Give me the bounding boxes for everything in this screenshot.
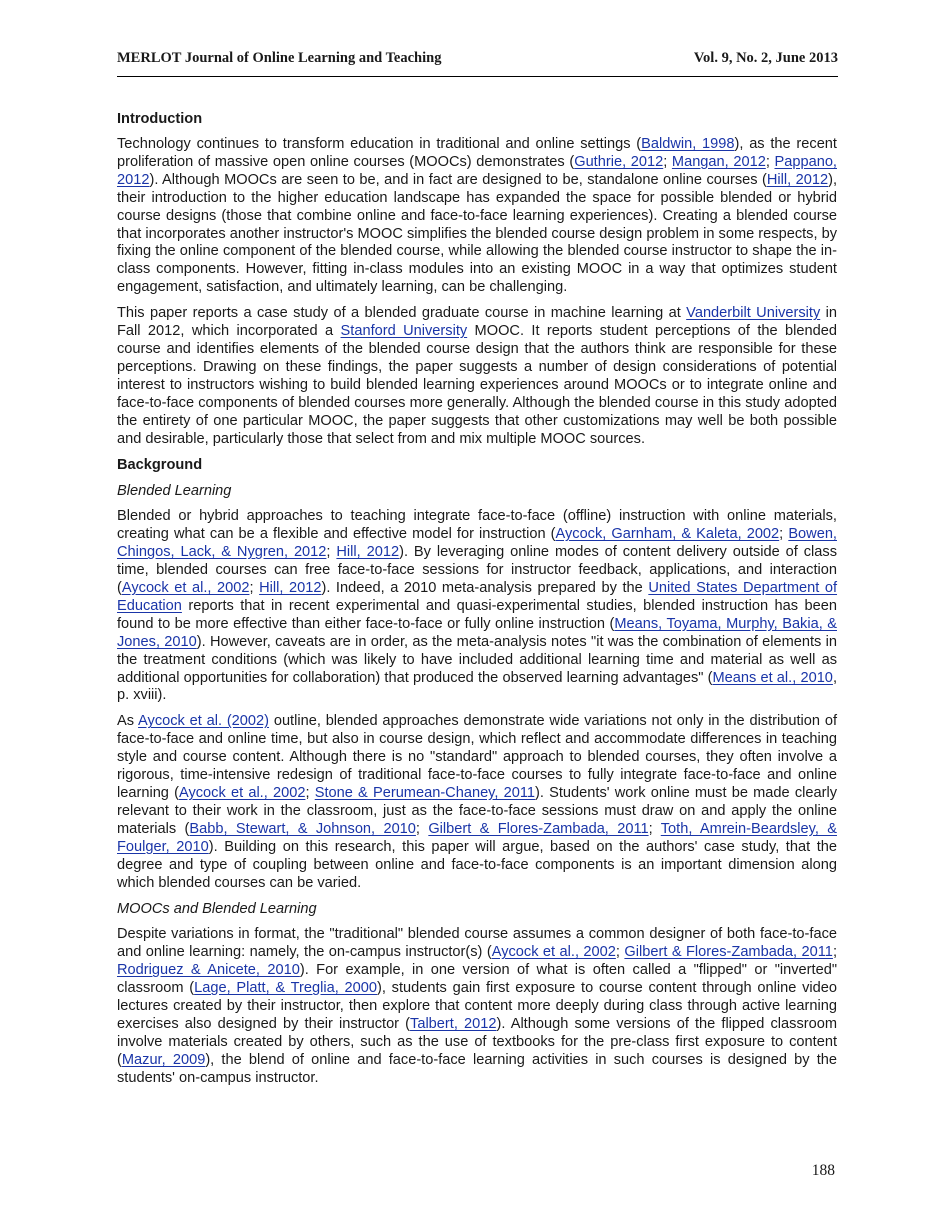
text-run: Despite variations in format, the "traditional" blended course assumes a common designer of both face-to-face and online learning: namely, the on-campus instructor(s) ( — [117, 926, 837, 961]
text-run: ). For example, in one version of what is often called a "flipped" or "inverted" classroom ( — [117, 962, 838, 997]
text-run: ; — [779, 526, 789, 543]
text-run: ; — [326, 544, 337, 561]
citation-link[interactable]: Hill, 2012 — [336, 544, 400, 561]
text-run: Technology continues to transform education in traditional and online settings ( — [117, 136, 642, 152]
text-run: ; — [415, 820, 429, 837]
text-run: ; — [249, 580, 260, 597]
volume-info: Vol. 9, No. 2, June 2013 — [693, 50, 838, 66]
text-run: reports that in recent experimental and quasi-experimental studies, blended instruction has been found to be more effective than either face-to-face or fully online instruction ( — [117, 597, 837, 632]
citation-link[interactable]: United States Department of Education — [117, 580, 838, 614]
text-run: ). By leveraging online modes of content delivery outside of class time, blended courses can free face-to-face sessions for instructor feedback, applications, and interaction ( — [117, 544, 838, 597]
citation-link[interactable]: Rodriguez & Anicete, 2010 — [117, 962, 300, 979]
citation-link[interactable]: Aycock et al., 2002 — [121, 580, 250, 597]
text-run: ). Although some versions of the flipped classroom involve materials created by others, such as the use of textbooks for the pre-class first exposure to content ( — [117, 1015, 838, 1068]
citation-link[interactable]: Means, Toyama, Murphy, Bakia, & Jones, 2010 — [117, 615, 837, 650]
citation-link[interactable]: Pappano, 2012 — [117, 153, 837, 188]
citation-link[interactable]: Stanford University — [340, 323, 468, 340]
text-run: ), as the recent proliferation of massive open online courses (MOOCs) demonstrates ( — [117, 136, 837, 170]
text-run: ; — [663, 153, 672, 170]
text-run: ). Building on this research, this paper will argue, based on the authors' case study, that the degree and type of coupling between online and face-to-face components is an important dimension along which blended courses can be varied. — [117, 838, 837, 891]
citation-link[interactable]: Aycock, Garnham, & Kaleta, 2002 — [555, 526, 780, 543]
paragraph — [117, 136, 837, 297]
paragraph — [117, 305, 837, 448]
text-run: ; — [648, 820, 661, 837]
citation-link[interactable]: Baldwin, 1998 — [641, 136, 735, 152]
subsection-heading-moocs: MOOCs and Blended Learning — [117, 901, 317, 918]
text-run: , p. xviii). — [117, 669, 837, 704]
text-run: ; — [615, 944, 625, 961]
citation-link[interactable]: Guthrie, 2012 — [574, 153, 664, 170]
text-run: in Fall 2012, which incorporated a — [117, 305, 837, 340]
page-number: 188 — [811, 1162, 835, 1179]
citation-link[interactable]: Aycock et al. (2002) — [138, 713, 270, 730]
section-heading-background: Background — [117, 457, 203, 474]
section-heading-introduction: Introduction — [117, 111, 203, 127]
article-body — [117, 110, 837, 1096]
subsection-heading-blended-learning: Blended Learning — [117, 483, 232, 500]
citation-link[interactable]: Aycock et al., 2002 — [491, 944, 616, 961]
text-run: Blended or hybrid approaches to teaching integrate face-to-face (offline) instruction with online materials, creating what can be a flexible and effective model for instruction ( — [117, 508, 837, 543]
text-run: ; — [765, 153, 775, 170]
citation-link[interactable]: Means et al., 2010 — [712, 669, 833, 686]
citation-link[interactable]: Gilbert & Flores-Zambada, 2011 — [428, 820, 649, 837]
running-header — [117, 50, 838, 77]
citation-link[interactable]: Gilbert & Flores-Zambada, 2011 — [624, 944, 833, 961]
text-run: ; — [832, 944, 837, 961]
text-run: ; — [305, 785, 315, 801]
citation-link[interactable]: Talbert, 2012 — [410, 1015, 497, 1032]
citation-link[interactable]: Vanderbilt University — [686, 305, 821, 322]
text-run: ), students gain first exposure to course content through online video lectures created by their instructor, then explore that content more deeply during class through active learning exercises also designed by their instructor ( — [117, 980, 837, 1032]
text-run: ). However, caveats are in order, as the meta-analysis notes "it was the combination of elements in the treatment conditions (which was likely to have included additional learning time and material as well as additional opportunities for collaboration) that produced the observed learning advantages" ( — [117, 633, 837, 686]
citation-link[interactable]: Hill, 2012 — [259, 580, 322, 597]
citation-link[interactable]: Hill, 2012 — [766, 171, 829, 188]
text-run: ), the blend of online and face-to-face learning activities in such courses is designed by the students' on-campus instructor. — [117, 1051, 837, 1086]
citation-link[interactable]: Stone & Perumean-Chaney, 2011 — [314, 785, 536, 801]
text-run: outline, blended approaches demonstrate wide variations not only in the distribution of face-to-face and online time, but also in course design, which reflect and accommodate differences in teaching style and course content. Although there is no "standard" approach to blended courses, they often involve a rigorous, time-intensive redesign of traditional face-to-face courses to fully integrate face-to-face and online learning ( — [117, 713, 838, 801]
paragraph — [117, 926, 837, 1087]
paragraph — [117, 508, 837, 705]
citation-link[interactable]: Toth, Amrein-Beardsley, & Foulger, 2010 — [117, 820, 837, 855]
text-run: As — [117, 713, 139, 730]
citation-link[interactable]: Aycock et al., 2002 — [178, 785, 306, 801]
citation-link[interactable]: Mangan, 2012 — [671, 153, 766, 170]
citation-link[interactable]: Bowen, Chingos, Lack, & Nygren, 2012 — [117, 526, 837, 561]
citation-link[interactable]: Babb, Stewart, & Johnson, 2010 — [189, 820, 416, 837]
text-run: ), their introduction to the higher education landscape has expanded the space for possible blended or hybrid course designs (those that combine online and face-to-face learning experiences). Creating a blended course that incorporates another instructor's MOOC simplifies the blended course design problem in some respects, by fixing the online component of the blended course, while allowing the blended course instructor to shape the in-class components. However, fitting in-class modules into an existing MOOC in a way that optimizes student engagement, satisfaction, and ultimately learning, can be challenging. — [117, 171, 837, 296]
citation-link[interactable]: Lage, Platt, & Treglia, 2000 — [194, 980, 377, 997]
text-run: MOOC. It reports student perceptions of the blended course and identifies elements of the blended course design that the authors think are responsible for these perceptions. Drawing on these findings, the paper suggests a number of design considerations of potential interest to instructors wishing to build blended learning experiences around MOOCs or to integrate online and face-to-face components of blended courses more generally. Although the blended course in this study adopted the entirety of one particular MOOC, the paper suggests that other customizations may well be both possible and desirable, particularly those that select from and mix multiple MOOC sources. — [117, 323, 837, 447]
text-run: ). Indeed, a 2010 meta-analysis prepared by the — [321, 580, 649, 597]
text-run: ). Students' work online must be made clearly relevant to their work in the classroom, just as the face-to-face sessions must draw on and apply the online materials ( — [117, 785, 838, 837]
paragraph — [117, 713, 837, 892]
text-run: ). Although MOOCs are seen to be, and in fact are designed to be, standalone online courses ( — [149, 171, 767, 188]
citation-link[interactable]: Mazur, 2009 — [121, 1051, 206, 1068]
journal-title: MERLOT Journal of Online Learning and Teaching — [117, 50, 442, 66]
text-run: This paper reports a case study of a blended graduate course in machine learning at — [117, 305, 687, 322]
